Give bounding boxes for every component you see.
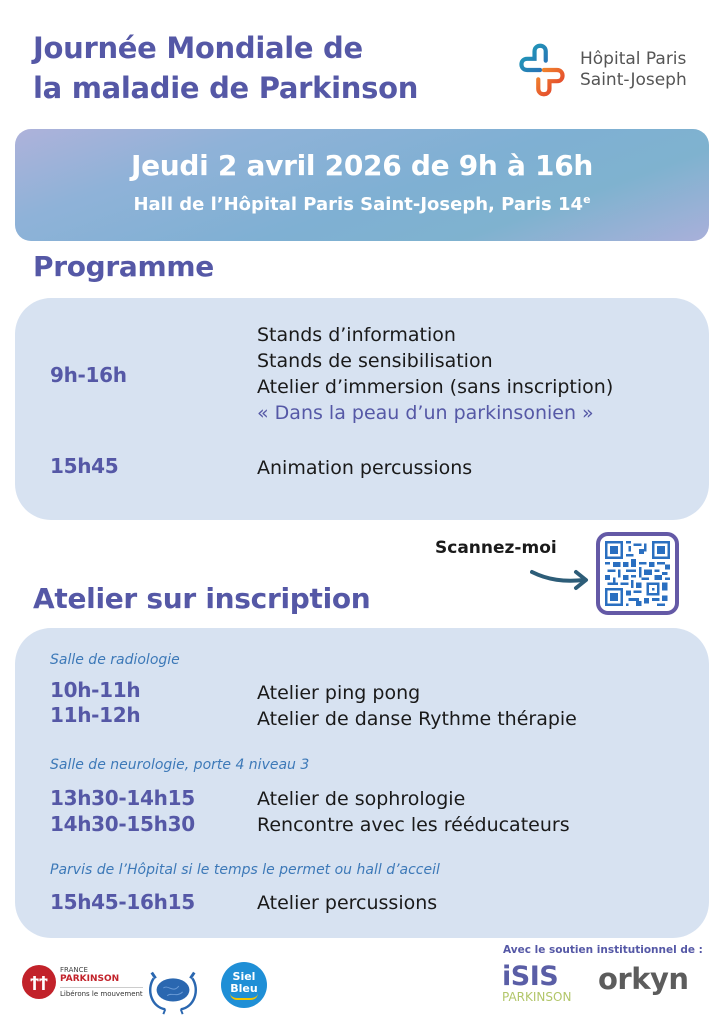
- venue-label: Salle de neurologie, porte 4 niveau 3: [50, 757, 310, 773]
- qr-code-icon: [605, 541, 670, 606]
- programme-card: [15, 298, 709, 520]
- event-place-sup: e: [583, 193, 591, 206]
- session-time: 15h45-16h15: [50, 890, 195, 914]
- session-label: Atelier de danse Rythme thérapie: [257, 708, 577, 730]
- isis-sub: PARKINSON: [502, 990, 572, 1004]
- event-place-text: Hall de l’Hôpital Paris Saint-Joseph, Paris 14: [133, 194, 584, 215]
- page-title: [33, 28, 418, 108]
- siel-bleu-logo: [221, 962, 267, 1008]
- venue-label: Salle de radiologie: [50, 652, 180, 668]
- qr-code[interactable]: [596, 532, 679, 615]
- fp-slogan: Libérons le mouvement: [60, 987, 143, 999]
- programme-time: 9h-16h: [50, 363, 127, 387]
- session-time: 10h-11h: [50, 678, 141, 702]
- arrow-icon: [530, 566, 592, 592]
- programme-item: Stands de sensibilisation: [257, 350, 493, 372]
- scan-label: Scannez-moi: [435, 538, 557, 558]
- event-place: [15, 192, 709, 218]
- session-time: 14h30-15h30: [50, 812, 195, 836]
- isis-word: iSIS: [502, 961, 559, 992]
- title-line-2: la maladie de Parkinson: [33, 71, 419, 105]
- hospital-name: [580, 49, 687, 91]
- venue-label: Parvis de l’Hôpital si le temps le permet ou hall d’acceil: [50, 862, 440, 878]
- session-label: Rencontre avec les rééducateurs: [257, 814, 570, 836]
- hospital-logo: [514, 42, 687, 98]
- france-parkinson-logo: [22, 965, 143, 999]
- fp-line-2: PARKINSON: [60, 973, 120, 984]
- title-line-1: Journée Mondiale de: [33, 31, 363, 65]
- siel-line-1: Siel: [232, 969, 256, 983]
- programme-item: Atelier d’immersion (sans inscription): [257, 376, 614, 398]
- smile-icon: [230, 993, 258, 1000]
- session-label: Atelier de sophrologie: [257, 788, 466, 810]
- orkyn-logo: orkyn: [598, 962, 689, 996]
- siel-line-2: Bleu: [230, 981, 258, 995]
- programme-title: Programme: [33, 250, 214, 283]
- hospital-cross-icon: [514, 42, 570, 98]
- event-date: Jeudi 2 avril 2026 de 9h à 16h: [130, 149, 594, 182]
- session-time: 13h30-14h15: [50, 786, 195, 810]
- hospital-name-line-1: Hôpital Paris: [580, 49, 687, 69]
- date-banner: [15, 129, 709, 241]
- programme-quote: « Dans la peau d’un parkinsonien »: [257, 402, 594, 424]
- france-parkinson-icon: ϯϯ: [22, 965, 56, 999]
- programme-item: Animation percussions: [257, 457, 473, 479]
- fp-line-1: FRANCE: [60, 965, 88, 974]
- session-label: Atelier percussions: [257, 892, 438, 914]
- session-label: Atelier ping pong: [257, 682, 421, 704]
- session-time: 11h-12h: [50, 703, 141, 727]
- programme-items: [257, 322, 613, 426]
- programme-item: Stands d’information: [257, 324, 456, 346]
- programme-time: 15h45: [50, 454, 119, 478]
- hospital-name-line-2: Saint-Joseph: [580, 70, 687, 90]
- ateliers-card: [15, 628, 709, 938]
- isis-parkinson-logo: [502, 963, 571, 1003]
- support-label: Avec le soutien institutionnel de :: [503, 944, 703, 956]
- ateliers-title: Atelier sur inscription: [33, 582, 371, 615]
- france-parkinson-text: [60, 966, 143, 999]
- brain-association-logo-icon: [144, 959, 202, 1017]
